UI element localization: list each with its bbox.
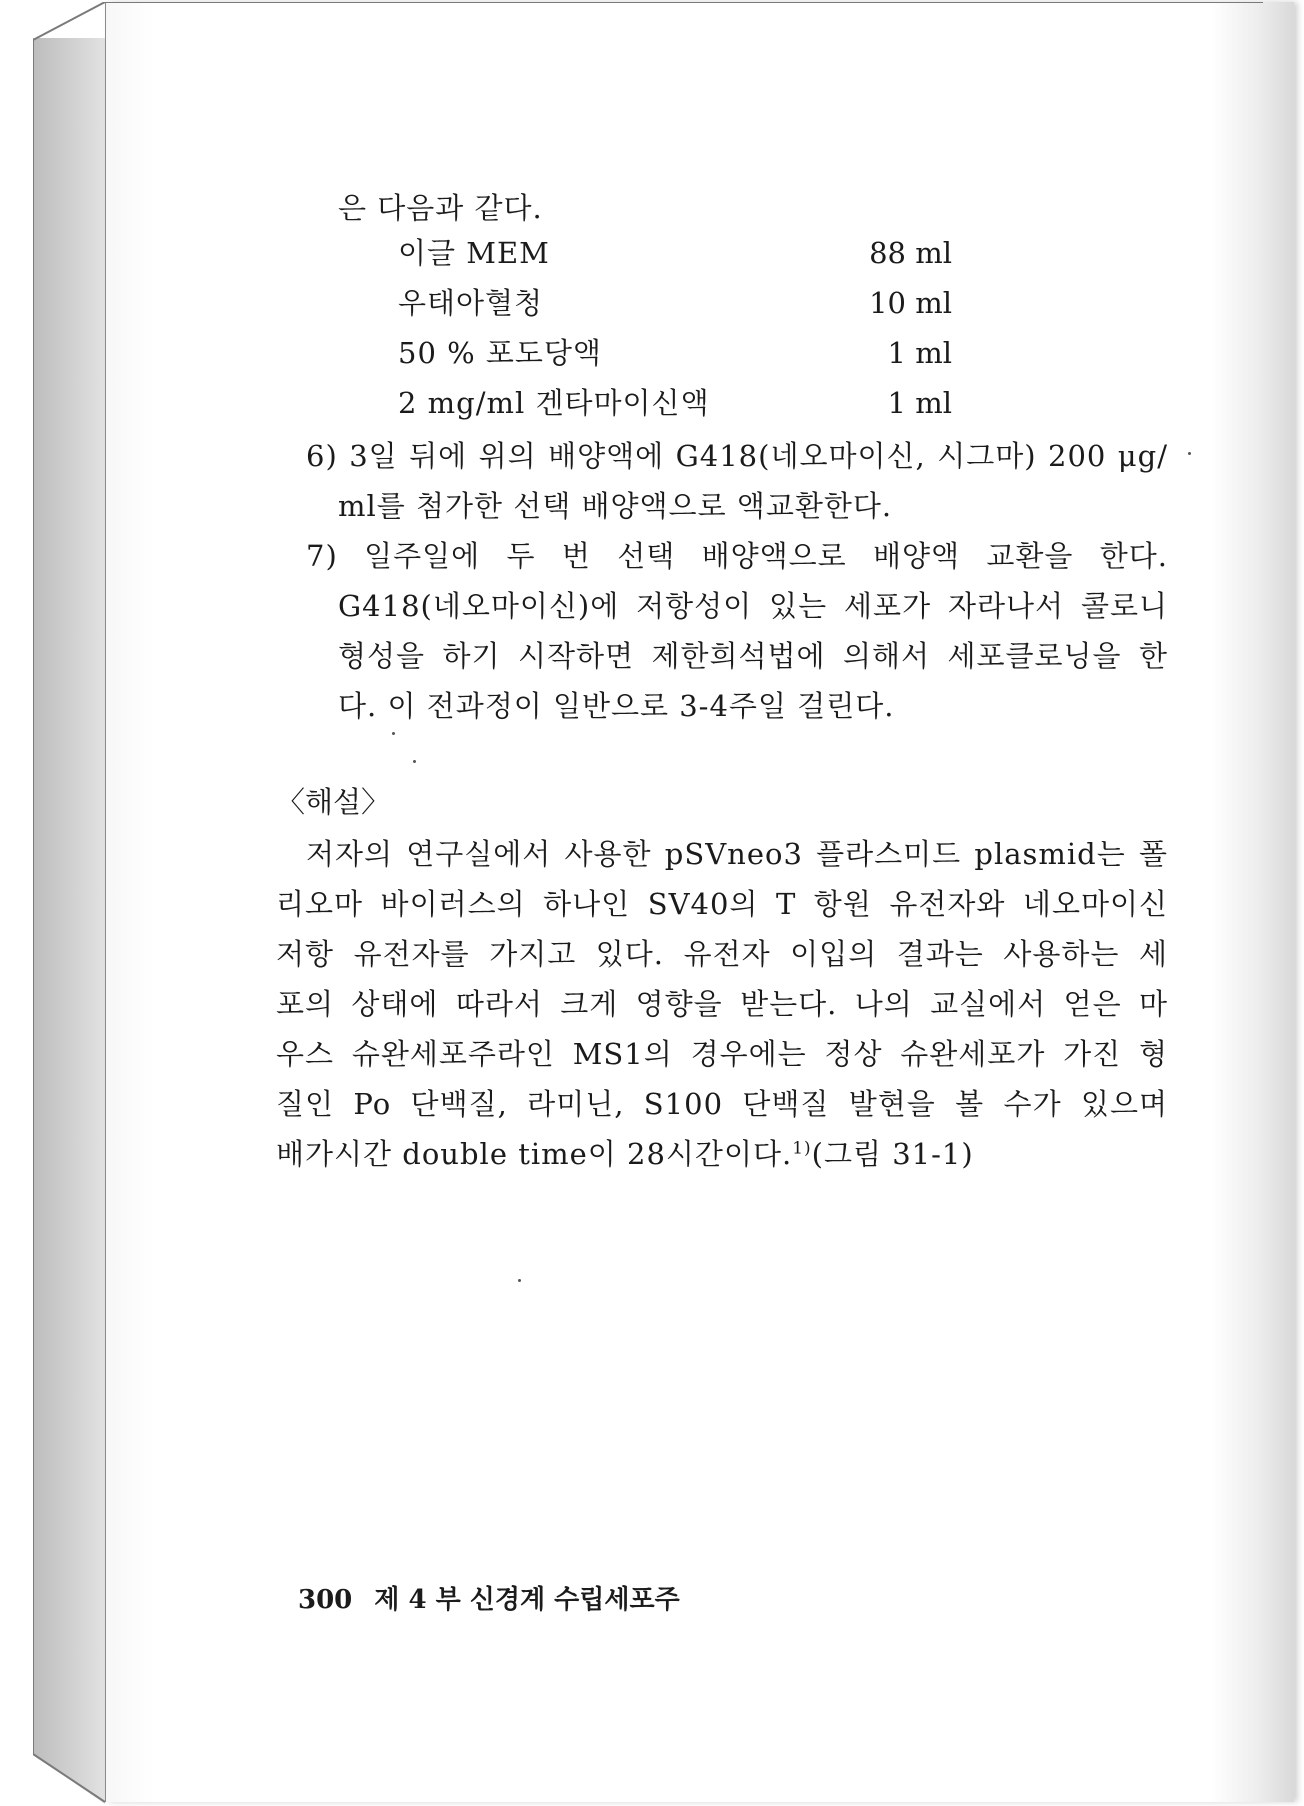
recipe-item-amount: 10 ml	[869, 286, 952, 320]
figure-ref: (그림 31-1)	[811, 1137, 974, 1171]
commentary-line: 우스 슈완세포주라인 MS1의 경우에는 정상 슈완세포가 가진 형	[276, 1037, 1168, 1071]
section-title: 제 4 부 신경계 수립세포주	[374, 1585, 680, 1615]
recipe-item-amount: 1 ml	[887, 386, 952, 420]
recipe-intro: 은 다음과 같다.	[338, 191, 543, 225]
page-speck	[413, 760, 416, 763]
recipe-item-name: 이글 MEM	[398, 236, 550, 270]
step-6-line-1: 6) 3일 뒤에 위의 배양액에 G418(네오마이신, 시그마) 200 μg/	[306, 439, 1168, 473]
commentary-last-text: 배가시간 double time이 28시간이다.	[276, 1137, 793, 1171]
page-speck	[392, 732, 395, 735]
commentary-heading: 〈해설〉	[276, 785, 391, 819]
step-7-line-4: 다. 이 전과정이 일반으로 3-4주일 걸린다.	[338, 689, 895, 723]
step-7-line-1: 7) 일주일에 두 번 선택 배양액으로 배양액 교환을 한다.	[306, 539, 1168, 573]
commentary-line: 저자의 연구실에서 사용한 pSVneo3 플라스미드 plasmid는 폴	[306, 837, 1168, 871]
book-spine-edge	[33, 38, 105, 1804]
step-7-line-3: 형성을 하기 시작하면 제한희석법에 의해서 세포클로닝을 한	[338, 639, 1168, 673]
recipe-item-amount: 1 ml	[887, 336, 952, 370]
recipe-item-name: 50 % 포도당액	[398, 336, 602, 370]
recipe-item-amount: 88 ml	[869, 236, 952, 270]
commentary-line: 질인 Po 단백질, 라미닌, S100 단백질 발현을 볼 수가 있으며	[276, 1087, 1168, 1121]
page-speck	[518, 1279, 521, 1282]
commentary-line: 포의 상태에 따라서 크게 영향을 받는다. 나의 교실에서 얻은 마	[276, 987, 1168, 1021]
commentary-last-line	[276, 1134, 974, 1174]
page-footer	[298, 1584, 680, 1616]
recipe-item-name: 2 mg/ml 겐타마이신액	[398, 386, 710, 420]
step-6-line-2: ml를 첨가한 선택 배양액으로 액교환한다.	[338, 489, 893, 523]
footnote-ref: 1)	[792, 1138, 812, 1159]
page-speck	[1188, 452, 1191, 455]
step-7-line-2: G418(네오마이신)에 저항성이 있는 세포가 자라나서 콜로니	[338, 589, 1168, 623]
page-number: 300	[298, 1585, 353, 1615]
recipe-item-name: 우태아혈청	[398, 286, 544, 320]
commentary-line: 리오마 바이러스의 하나인 SV40의 T 항원 유전자와 네오마이신	[276, 887, 1168, 921]
commentary-line: 저항 유전자를 가지고 있다. 유전자 이입의 결과는 사용하는 세	[276, 937, 1168, 971]
